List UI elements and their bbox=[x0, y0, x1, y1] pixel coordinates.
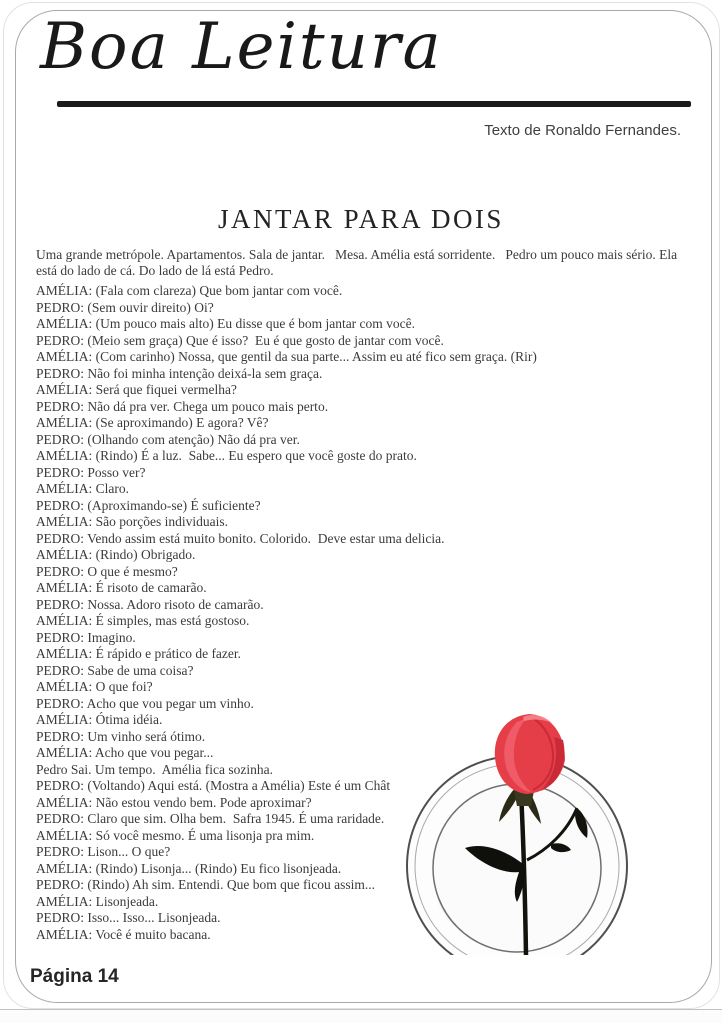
dialogue-line: AMÉLIA: (Rindo) Obrigado. bbox=[36, 547, 196, 562]
author-byline: Texto de Ronaldo Fernandes. bbox=[484, 122, 681, 139]
dialogue-line: PEDRO: Não foi minha intenção deixá-la sem graça. bbox=[36, 365, 323, 381]
dialogue-line: AMÉLIA: (Rindo) Lisonja... (Rindo) Eu fico lisonjeada. bbox=[36, 860, 342, 876]
dialogue-line: AMÉLIA: Será que fiquei vermelha? bbox=[36, 382, 237, 397]
dialogue-line: PEDRO: (Sem ouvir direito) Oi? bbox=[36, 299, 214, 315]
dialogue-line: PEDRO: Acho que vou pegar um vinho. bbox=[36, 695, 254, 711]
rose-on-plate-photo bbox=[405, 692, 710, 955]
dialogue-line: AMÉLIA: É risoto de camarão. bbox=[36, 580, 207, 595]
page-number: Página 14 bbox=[30, 966, 119, 987]
dialogue-line: PEDRO: Um vinho será ótimo. bbox=[36, 728, 206, 744]
dialogue-line: PEDRO: Nossa. Adoro risoto de camarão. bbox=[36, 596, 264, 612]
dialogue-line: AMÉLIA: Só você mesmo. É uma lisonja pra mim. bbox=[36, 827, 315, 843]
dialogue-line: AMÉLIA: Ótima idéia. bbox=[36, 712, 163, 727]
dialogue-line: PEDRO: Imagino. bbox=[36, 629, 136, 645]
dialogue-line: AMÉLIA: (Rindo) É a luz. Sabe... Eu espero que você goste do prato. bbox=[36, 448, 417, 463]
scene-description: Uma grande metrópole. Apartamentos. Sala de jantar. Mesa. Amélia está sorridente. Pedro um pouco mais sério. Ela está do lado de cá. Do lado de lá está Pedro. bbox=[36, 246, 681, 278]
dialogue-line: PEDRO: Isso... Isso... Lisonjeada. bbox=[36, 910, 221, 925]
dialogue-line: AMÉLIA: São porções individuais. bbox=[36, 514, 228, 529]
page-bottom-edge bbox=[0, 1009, 722, 1023]
article-title: JANTAR PARA DOIS bbox=[218, 204, 504, 235]
dialogue-line: PEDRO: Não dá pra ver. Chega um pouco mais perto. bbox=[36, 398, 329, 414]
dialogue-line: AMÉLIA: É rápido e prático de fazer. bbox=[36, 646, 242, 661]
dialogue-line: AMÉLIA: (Fala com clareza) Que bom jantar com você. bbox=[36, 283, 343, 298]
dialogue-line: PEDRO: Sabe de uma coisa? bbox=[36, 662, 194, 678]
dialogue-line: PEDRO: (Voltando) Aqui está. (Mostra a Amélia) Este é um Chât bbox=[36, 778, 391, 793]
dialogue-line: AMÉLIA: (Um pouco mais alto) Eu disse que é bom jantar com você. bbox=[36, 316, 416, 331]
dialogue-line: AMÉLIA: O que foi? bbox=[36, 679, 153, 694]
dialogue-line: PEDRO: (Aproximando-se) É suficiente? bbox=[36, 497, 261, 513]
dialogue-line: PEDRO: Vendo assim está muito bonito. Colorido. Deve estar uma delicia. bbox=[36, 530, 445, 546]
dialogue-line: PEDRO: (Meio sem graça) Que é isso? Eu é que gosto de jantar com você. bbox=[36, 332, 444, 348]
masthead-rule bbox=[57, 101, 691, 107]
dialogue-line: AMÉLIA: É simples, mas está gostoso. bbox=[36, 613, 250, 628]
dialogue-line: PEDRO: Posso ver? bbox=[36, 464, 146, 480]
dialogue-line: AMÉLIA: Acho que vou pegar... bbox=[36, 745, 214, 760]
dialogue-line: PEDRO: (Olhando com atenção) Não dá pra ver. bbox=[36, 431, 300, 447]
dialogue-line: AMÉLIA: (Se aproximando) E agora? Vê? bbox=[36, 415, 269, 430]
dialogue-line: AMÉLIA: Claro. bbox=[36, 481, 129, 496]
dialogue-line: Pedro Sai. Um tempo. Amélia fica sozinha. bbox=[36, 761, 273, 777]
dialogue-line: PEDRO: O que é mesmo? bbox=[36, 563, 178, 579]
dialogue-line: AMÉLIA: Você é muito bacana. bbox=[36, 926, 211, 942]
dialogue-line: PEDRO: (Rindo) Ah sim. Entendi. Que bom que ficou assim... bbox=[36, 877, 375, 892]
dialogue-line: AMÉLIA: (Com carinho) Nossa, que gentil da sua parte... Assim eu até fico sem graça. (Rir) bbox=[36, 349, 537, 364]
dialogue-line: PEDRO: Claro que sim. Olha bem. Safra 1945. É uma raridade. bbox=[36, 811, 385, 826]
dialogue-line: AMÉLIA: Lisonjeada. bbox=[36, 893, 159, 909]
dialogue-line: AMÉLIA: Não estou vendo bem. Pode aproximar? bbox=[36, 794, 312, 810]
masthead-title: Boa Leitura bbox=[40, 10, 443, 84]
dialogue-line: PEDRO: Lison... O que? bbox=[36, 844, 171, 859]
